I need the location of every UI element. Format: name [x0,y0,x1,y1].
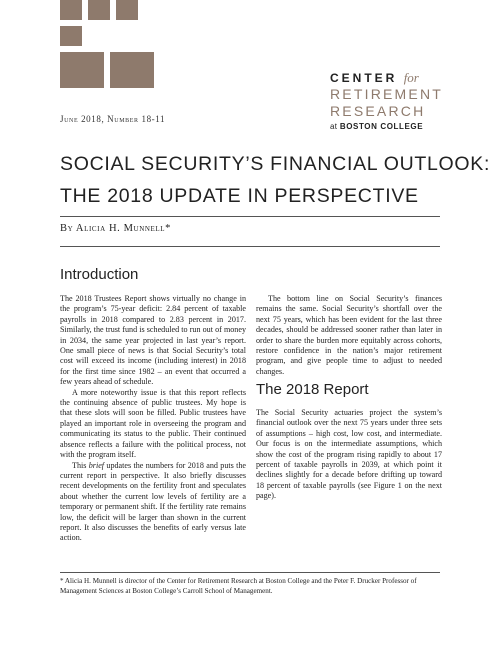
paragraph: This brief updates the numbers for 2018 and puts the current report in perspective. It also briefly discusses recent developments on the fertility front and speculates about whether the current low levels of fertility are a temporary or permanent shift. If the fertility rate remains low, the deficit will be larger than shown in the current report. It also discusses the benefits of early versus late action. [60,460,246,543]
title-divider [60,216,440,217]
byline: By Alicia H. Munnell* [60,223,171,234]
right-column [256,294,442,377]
paragraph: The 2018 Trustees Report shows virtually no change in the program’s 75-year deficit: 2.84 percent of taxable payrolls in 2018 compared to 2.83 percent in 2017. Similarly, the trust fund is scheduled to run out of money in 2034, the same year projected in last year’s report. One small piece of news is that Social Security’s total cost will exceed its income (including interest) in 2018 for the first time since 1982 – an event that occurred a few years ahead of schedule. [60,294,246,387]
crr-logo [330,70,480,131]
logo-line-center: CENTER for [330,70,419,85]
page-title [60,148,500,212]
paragraph: The Social Security actuaries project the system’s financial outlook over the next 75 years under three sets of assumptions – high cost, low cost, and intermediate. Our focus is on the intermediate assumptions, which show the cost of the program rising rapidly to about 17 percent of taxable payrolls in 2039, at which point it declines slightly for a decade before drifting up toward 18 percent of taxable payrolls (see Figure 1 on the next page). [256,408,442,501]
logo-line-boston-college: at BOSTON COLLEGE [330,122,424,131]
section-heading-introduction: Introduction [60,266,139,283]
paragraph: The bottom line on Social Security’s finances remains the same. Social Security’s shortfall over the next 75 years, which has been evident for the last three decades, should be addressed sooner rather than later in order to share the burden more equitably across cohorts, restore confidence in the nation’s major retirement program, and give people time to adjust to needed changes. [256,294,442,376]
logo-line-retirement: RETIREMENT [330,86,443,102]
right-column-section-2 [256,408,442,502]
footnote: * Alicia H. Munnell is director of the Center for Retirement Research at Boston College and the Peter F. Drucker Professor of Management Sciences at Boston College’s Carroll School of Management. [60,577,417,595]
decorative-squares [0,0,170,90]
footnote-divider [60,572,440,573]
byline-divider [60,246,440,247]
issue-date: June 2018, Number 18-11 [60,114,166,124]
title-line-2: THE 2018 UPDATE IN PERSPECTIVE [60,185,419,207]
paragraph: A more noteworthy issue is that this report reflects the continuing absence of public trustees. My hope is that these slots will soon be filled. Public trustees have played an important role in overseeing the program and communicating its status to the public. Their continued absence reflects a failure with the political process, not with the program itself. [60,387,246,460]
left-column [60,294,246,544]
section-heading-2018-report: The 2018 Report [256,381,369,398]
title-line-1: SOCIAL SECURITY’S FINANCIAL OUTLOOK: [60,153,491,175]
logo-line-research: RESEARCH [330,103,426,119]
